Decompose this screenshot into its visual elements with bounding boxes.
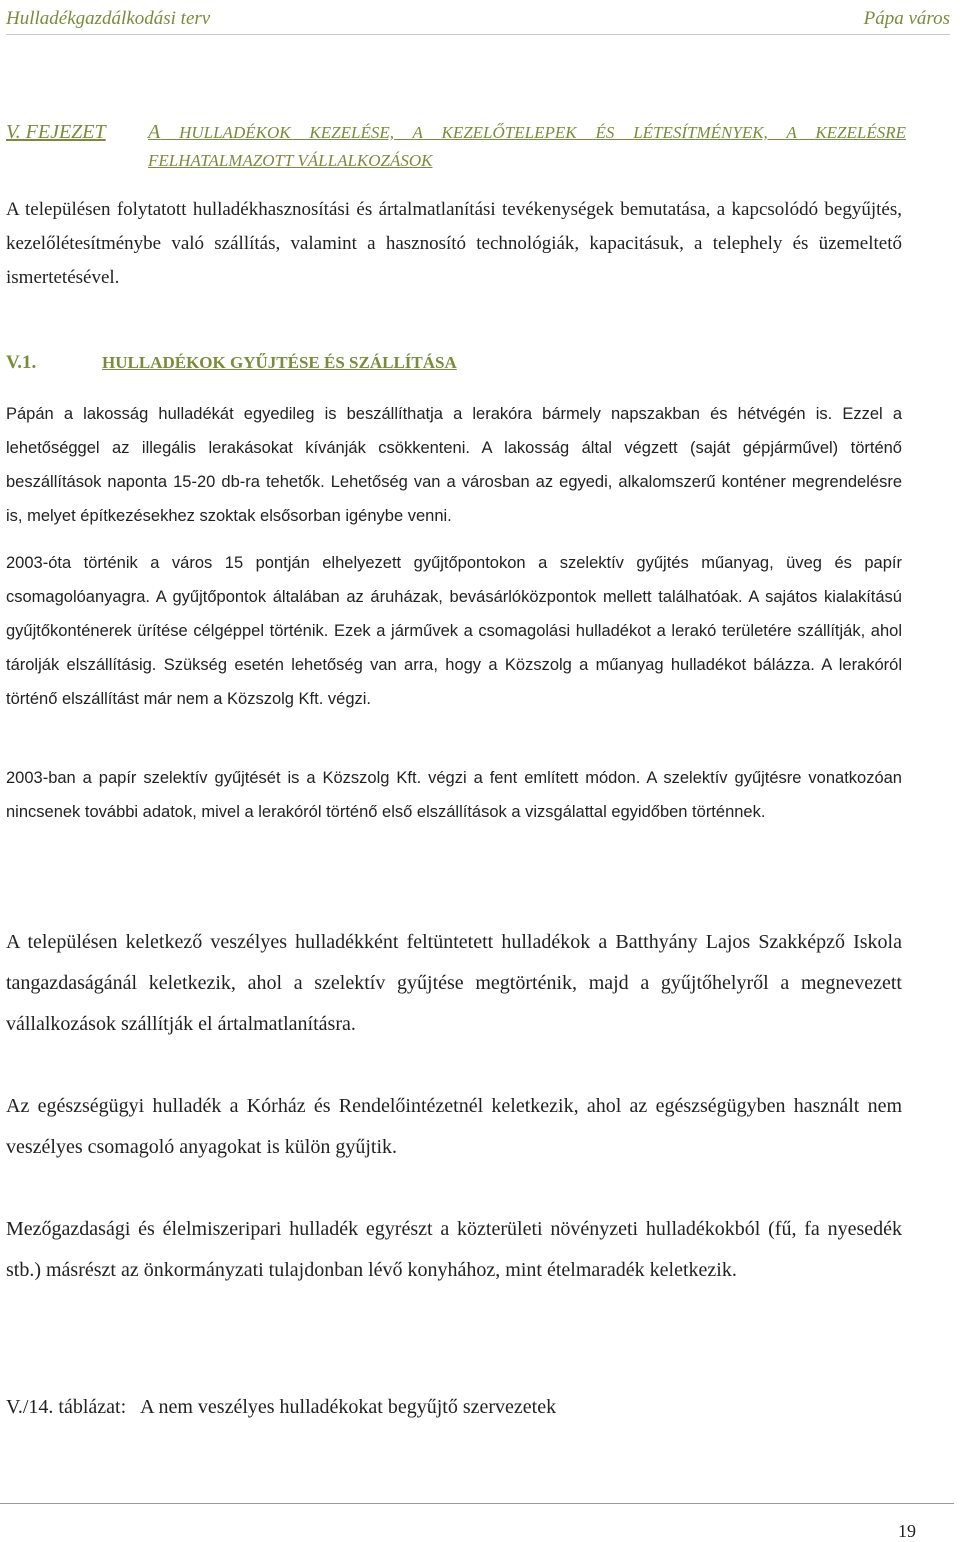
chapter-title-initial: A — [148, 121, 161, 143]
header-city-name: Pápa város — [863, 8, 950, 29]
paragraph-hazardous-waste: A településen keletkező veszélyes hulladékként feltüntetett hulladékok a Batthyány Lajos Szakképző Iskola tangazdaságánál keletkezik, ahol a szelektív gyűjtése megtörténik, majd a gyűjtőhelyről a megnevezett vállalkozások szállítják el ártalmatlanításra. — [6, 931, 902, 1035]
section-title: HULLADÉKOK GYŰJTÉSE ÉS SZÁLLÍTÁSA — [102, 353, 457, 372]
table-caption — [6, 1390, 906, 1424]
table-caption-label: V./14. táblázat: — [6, 1396, 127, 1418]
chapter-title — [148, 118, 906, 175]
footer-divider — [0, 1503, 954, 1504]
table-caption-text: A nem veszélyes hulladékokat begyűjtő szervezetek — [140, 1396, 557, 1418]
paragraph-collection: Pápán a lakosság hulladékát egyedileg is beszállíthatja a lerakóra bármely napszakban és hétvégén is. Ezzel a lehetőséggel az illegális lerakásokat kívánják csökkenteni. A lakosság által végzett (saját gépjárművel) történő beszállítások naponta 15-20 db-ra tehetők. Lehetőség van a városban az egyedi, alkalomszerű konténer megrendelésre is, melyet építkezésekhez szoktak elsősorban igénybe venni. — [6, 405, 902, 525]
chapter-number: V. FEJEZET — [6, 121, 106, 143]
header-document-title: Hulladékgazdálkodási terv — [6, 8, 211, 29]
paragraph-paper-collection: 2003-ban a papír szelektív gyűjtését is a Közszolg Kft. végzi a fent említett módon. A szelektív gyűjtésre vonatkozóan nincsenek további adatok, mivel a lerakóról történő első elszállítások a vizsgálattal egyidőben történnek. — [6, 769, 902, 821]
page-number: 19 — [898, 1521, 916, 1541]
paragraph-medical-waste: Az egészségügyi hulladék a Kórház és Rendelőintézetnél keletkezik, ahol az egészségügyben használt nem veszélyes csomagoló anyagokat is külön gyűjtik. — [6, 1095, 902, 1158]
paragraph-agricultural-waste: Mezőgazdasági és élelmiszeripari hulladék egyrészt a közterületi növényzeti hulladékokból (fű, fa nyesedék stb.) másrészt az önkormányzati tulajdonban lévő konyhához, mint ételmaradék keletkezik. — [6, 1218, 902, 1281]
chapter-title-rest: HULLADÉKOK KEZELÉSE, A KEZELŐTELEPEK ÉS LÉTESÍTMÉNYEK, A KEZELÉSRE FELHATALMAZOTT VÁLLALKOZÁSOK — [148, 123, 906, 170]
paragraph-selective-collection: 2003-óta történik a város 15 pontján elhelyezett gyűjtőpontokon a szelektív gyűjtés műanyag, üveg és papír csomagolóanyagra. A gyűjtőpontok általában az áruházak, bevásárlóközpontok mellett találhatóak. A sajátos kialakítású gyűjtőkonténerek ürítése célgéppel történik. Ezek a járművek a csomagolási hulladékot a lerakó területére szállítják, ahol tárolják elszállításig. Szükség esetén lehetőség van arra, hogy a Közszolg a műanyag hulladékot bálázza. A lerakóról történő elszállítást már nem a Közszolg Kft. végzi. — [6, 554, 902, 708]
section-number: V.1. — [6, 352, 37, 373]
running-header — [6, 4, 950, 35]
chapter-heading — [6, 118, 906, 175]
section-heading — [6, 348, 906, 378]
chapter-intro-paragraph: A településen folytatott hulladékhasznosítási és ártalmatlanítási tevékenységek bemutatása, a kapcsolódó begyűjtés, kezelőlétesítménybe való szállítás, valamint a hasznosító technológiák, kapacitásuk, a telephely és üzemeltető ismertetésével. — [6, 199, 902, 288]
